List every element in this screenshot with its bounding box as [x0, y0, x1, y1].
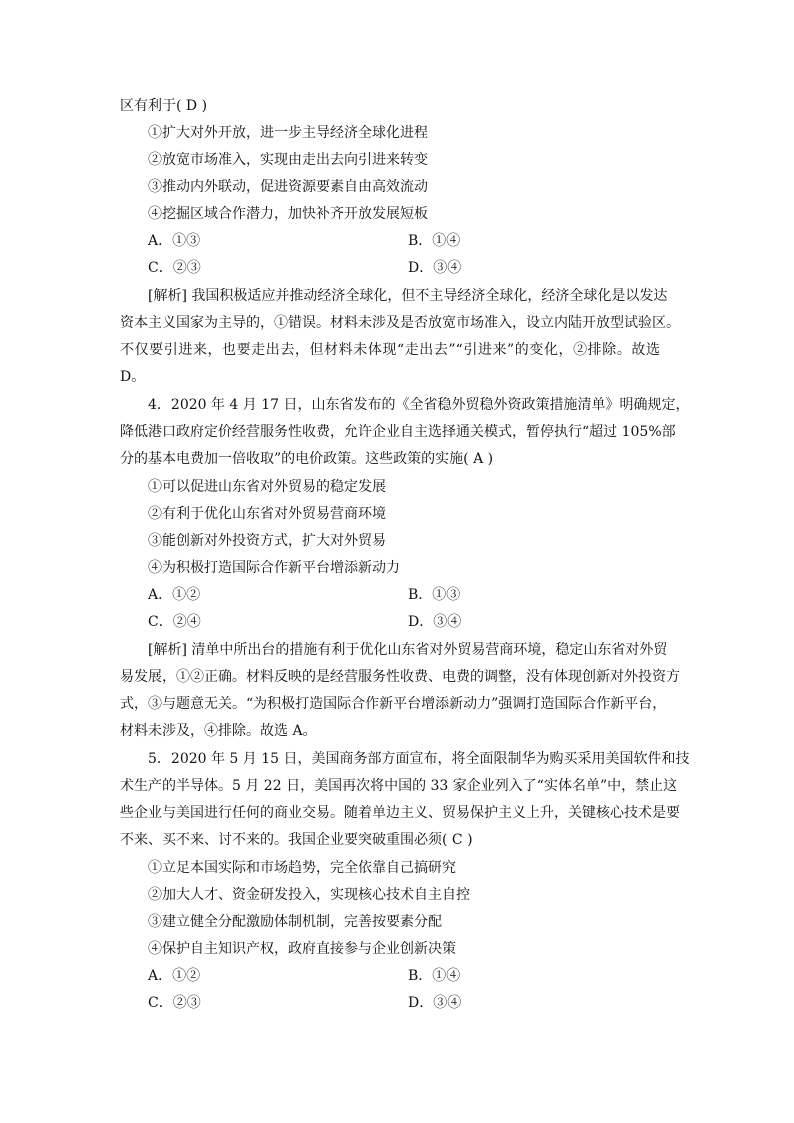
q4-analysis-line-3: 式，③与题意无关。“为积极打造国际合作新平台增添新动力”强调打造国际合作新平台， [120, 696, 667, 712]
q5-choice-d: D．③④ [408, 995, 462, 1011]
q4-choice-c: C．②④ [148, 614, 201, 630]
q3-option-4: ④挖掘区域合作潜力，加快补齐开放发展短板 [148, 206, 428, 222]
q4-option-2: ②有利于优化山东省对外贸易营商环境 [148, 506, 386, 522]
q5-option-1: ①立足本国实际和市场趋势，完全依靠自己搞研究 [148, 860, 456, 876]
q3-choice-b: B．①④ [408, 233, 461, 249]
q3-option-3: ③推动内外联动，促进资源要素自由高效流动 [148, 179, 428, 195]
q4-analysis-line-4: 材料未涉及，④排除。故选 A。 [120, 723, 317, 739]
q4-stem-line-3: 分的基本电费加一倍收取”的电价政策。这些政策的实施( A ) [120, 451, 494, 467]
q3-analysis-line-4: D。 [120, 369, 146, 385]
q5-stem-line-2: 术生产的半导体。5 月 22 日，美国再次将中国的 33 家企业列入了“实体名单”中，禁止这 [120, 778, 678, 794]
q5-option-3: ③建立健全分配激励体制机制，完善按要素分配 [148, 914, 442, 930]
q4-stem-line-1: 4．2020 年 4 月 17 日，山东省发布的《全省稳外贸稳外资政策措施清单》明确规定， [148, 397, 690, 413]
q4-choice-d: D．③④ [408, 614, 462, 630]
q5-choice-c: C．②③ [148, 995, 201, 1011]
q4-choice-b: B．①③ [408, 587, 461, 603]
q3-choice-a: A．①③ [148, 233, 201, 249]
q4-option-4: ④为积极打造国际合作新平台增添新动力 [148, 560, 400, 576]
q5-stem-line-1: 5．2020 年 5 月 15 日，美国商务部方面宣布，将全面限制华为购买采用美国软件和技 [148, 751, 690, 767]
q4-option-1: ①可以促进山东省对外贸易的稳定发展 [148, 479, 386, 495]
q5-stem-line-4: 不来、买不来、讨不来的。我国企业要突破重围必须( C ) [120, 832, 473, 848]
q3-choice-c: C．②③ [148, 260, 201, 276]
q5-choice-a: A．①② [148, 968, 201, 984]
q5-choice-b: B．①④ [408, 968, 461, 984]
q5-option-2: ②加大人才、资金研发投入，实现核心技术自主自控 [148, 887, 470, 903]
q4-choice-a: A．①② [148, 587, 201, 603]
q3-analysis-line-3: 不仅要引进来，也要走出去，但材料未体现“走出去”“引进来”的变化，②排除。故选 [120, 342, 660, 358]
q4-analysis-line-2: 易发展，①②正确。材料反映的是经营服务性收费、电费的调整，没有体现创新对外投资方 [120, 669, 680, 685]
q3-choice-d: D．③④ [408, 260, 462, 276]
q3-analysis-line-2: 资本主义国家为主导的，①错误。材料未涉及是否放宽市场准入，设立内陆开放型试验区。 [120, 315, 680, 331]
q5-option-4: ④保护自主知识产权，政府直接参与企业创新决策 [148, 941, 456, 957]
q4-analysis-line-1: [解析] 清单中所出台的措施有利于优化山东省对外贸易营商环境，稳定山东省对外贸 [148, 642, 668, 658]
q3-option-2: ②放宽市场准入，实现由走出去向引进来转变 [148, 152, 428, 168]
q4-stem-line-2: 降低港口政府定价经营服务性收费，允许企业自主选择通关模式，暂停执行“超过 105%部 [120, 424, 676, 440]
q4-option-3: ③能创新对外投资方式，扩大对外贸易 [148, 533, 386, 549]
q3-stem-tail: 区有利于( D ) [120, 98, 208, 114]
q5-stem-line-3: 些企业与美国进行任何的商业交易。随着单边主义、贸易保护主义上升，关键核心技术是要 [120, 805, 680, 821]
q3-analysis-line-1: [解析] 我国积极适应并推动经济全球化，但不主导经济全球化，经济全球化是以发达 [148, 288, 668, 304]
q3-option-1: ①扩大对外开放，进一步主导经济全球化进程 [148, 125, 428, 141]
